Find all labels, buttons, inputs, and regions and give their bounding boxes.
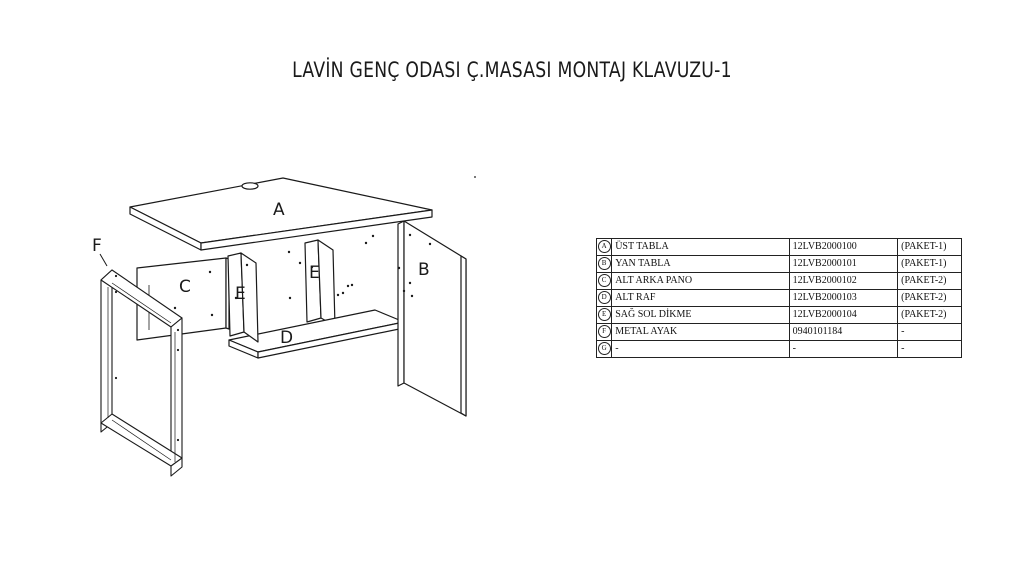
part-letter: D bbox=[598, 291, 611, 304]
label-a: A bbox=[273, 200, 285, 220]
part-letter: B bbox=[598, 257, 611, 270]
part-name: YAN TABLA bbox=[612, 256, 789, 273]
part-name: ÜST TABLA bbox=[612, 239, 789, 256]
part-letter: A bbox=[598, 240, 611, 253]
label-f: F bbox=[92, 236, 102, 256]
part-code: 12LVB2000104 bbox=[789, 307, 897, 324]
part-package: (PAKET-1) bbox=[898, 239, 962, 256]
part-code: 12LVB2000102 bbox=[789, 273, 897, 290]
panel-b-side bbox=[398, 221, 466, 416]
table-row bbox=[597, 324, 962, 341]
part-letter: C bbox=[598, 274, 611, 287]
part-name: - bbox=[612, 341, 789, 358]
label-d: D bbox=[280, 328, 294, 348]
part-package: (PAKET-1) bbox=[898, 256, 962, 273]
part-name: ALT ARKA PANO bbox=[612, 273, 789, 290]
panel-e-right bbox=[305, 240, 335, 326]
part-package: - bbox=[898, 341, 962, 358]
table-row bbox=[597, 341, 962, 358]
table-row bbox=[597, 307, 962, 324]
part-letter: E bbox=[598, 308, 611, 321]
part-code: 12LVB2000101 bbox=[789, 256, 897, 273]
part-code: 12LVB2000103 bbox=[789, 290, 897, 307]
page-title: LAVİN GENÇ ODASI Ç.MASASI MONTAJ KLAVUZU-1 bbox=[292, 58, 732, 82]
part-code: 0940101184 bbox=[789, 324, 897, 341]
label-e-right: E bbox=[309, 263, 320, 283]
table-row bbox=[597, 239, 962, 256]
label-e-left: E bbox=[235, 284, 246, 304]
label-c: C bbox=[179, 277, 191, 297]
parts-list-table bbox=[596, 238, 962, 358]
label-b: B bbox=[418, 260, 430, 280]
part-package: (PAKET-2) bbox=[898, 273, 962, 290]
part-package: (PAKET-2) bbox=[898, 290, 962, 307]
part-code: - bbox=[789, 341, 897, 358]
part-letter: F bbox=[598, 325, 611, 338]
part-letter: G bbox=[598, 342, 611, 355]
part-name: SAĞ SOL DİKME bbox=[612, 307, 789, 324]
part-code: 12LVB2000100 bbox=[789, 239, 897, 256]
part-name: ALT RAF bbox=[612, 290, 789, 307]
table-row bbox=[597, 256, 962, 273]
part-package: (PAKET-2) bbox=[898, 307, 962, 324]
table-row bbox=[597, 290, 962, 307]
part-package: - bbox=[898, 324, 962, 341]
part-name: METAL AYAK bbox=[612, 324, 789, 341]
table-row bbox=[597, 273, 962, 290]
